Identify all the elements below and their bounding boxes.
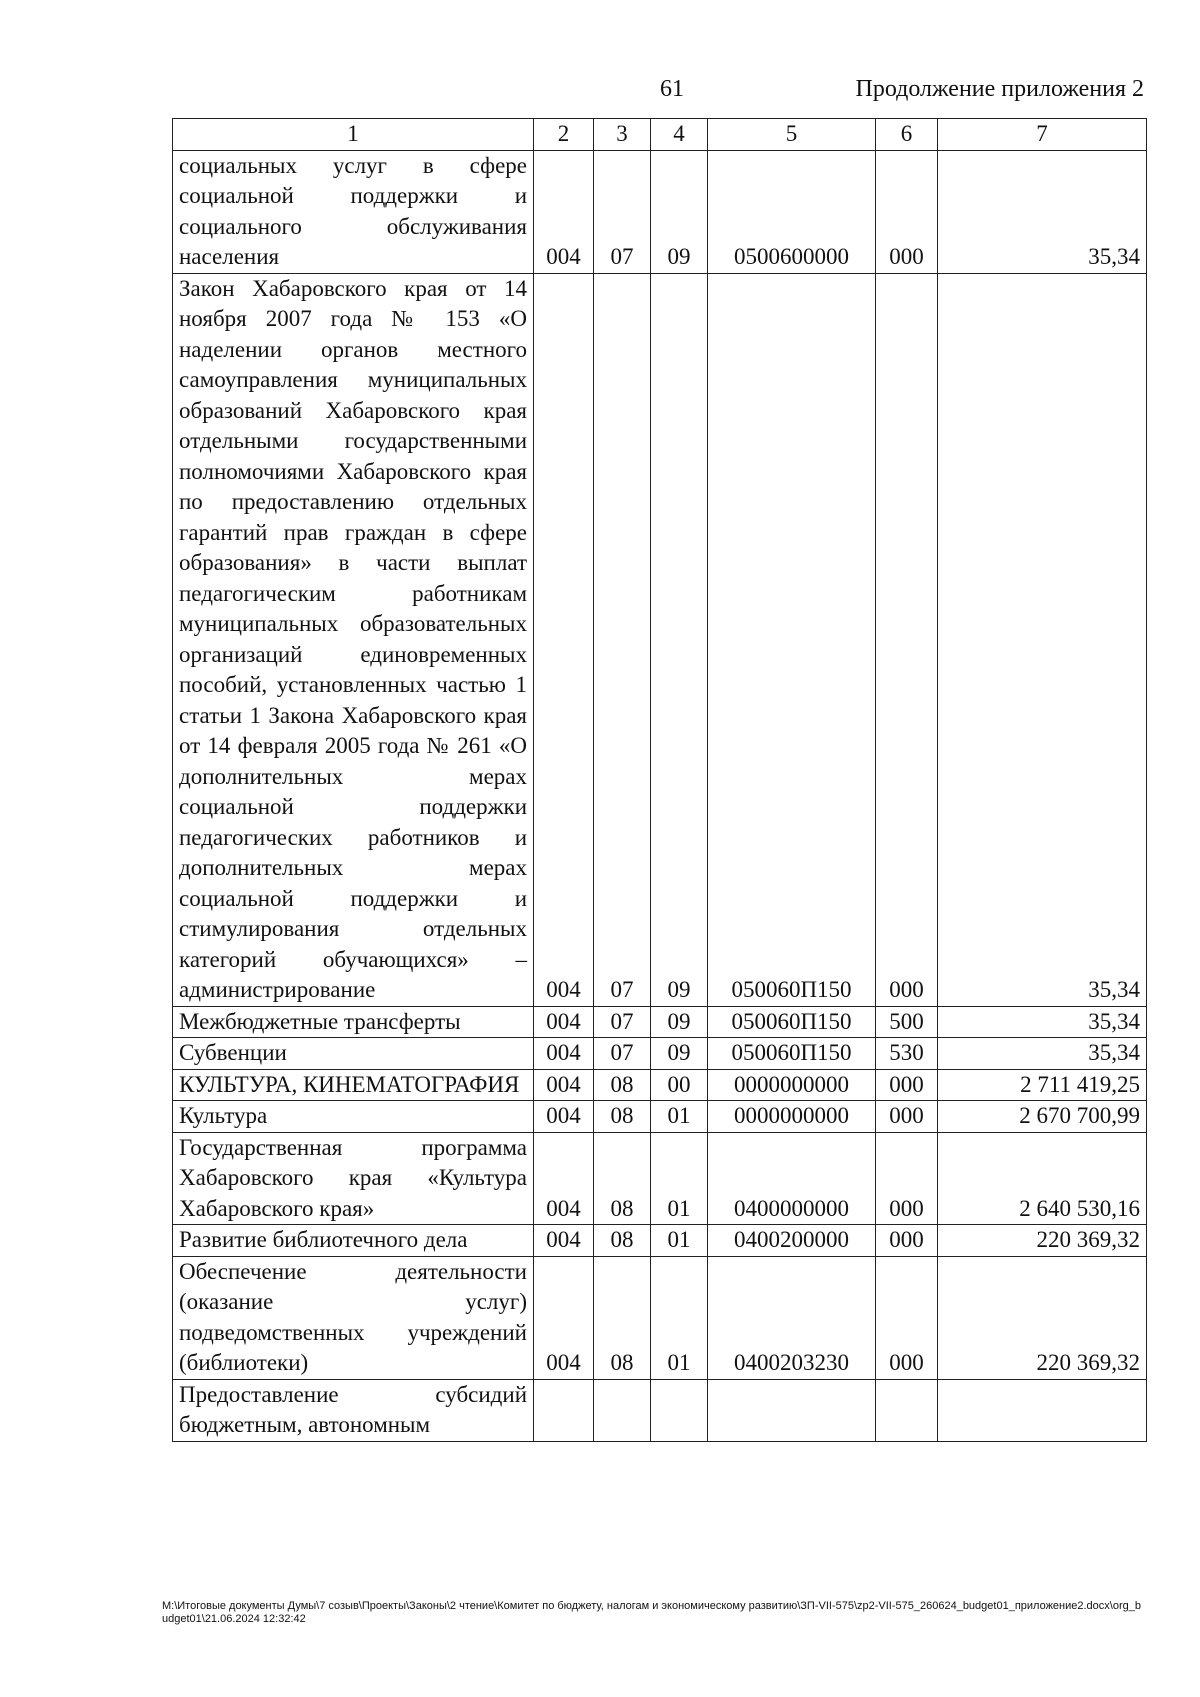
amount: 2 670 700,99 <box>938 1101 1147 1133</box>
code-ministry: 004 <box>534 1038 594 1070</box>
amount: 35,34 <box>938 273 1147 1006</box>
code-expense-type <box>876 1379 938 1441</box>
code-ministry: 004 <box>534 1132 594 1225</box>
code-target: 050060П150 <box>708 1006 876 1038</box>
table-row <box>173 1132 1147 1225</box>
code-section: 08 <box>594 1256 651 1379</box>
code-subsection: 01 <box>651 1256 708 1379</box>
row-name: Государственная программа Хабаровского края «Культура Хабаровского края» <box>173 1132 534 1225</box>
row-name: Культура <box>173 1101 534 1133</box>
row-name: Межбюджетные трансферты <box>173 1006 534 1038</box>
code-ministry <box>534 1379 594 1441</box>
code-expense-type: 000 <box>876 1101 938 1133</box>
code-ministry: 004 <box>534 1069 594 1101</box>
code-target: 0400000000 <box>708 1132 876 1225</box>
code-ministry: 004 <box>534 1256 594 1379</box>
row-name: социальных услуг в сфере социальной поддержки и социального обслуживания населения <box>173 150 534 273</box>
table-row <box>173 1006 1147 1038</box>
code-target: 0400200000 <box>708 1225 876 1257</box>
code-target: 0400203230 <box>708 1256 876 1379</box>
amount: 35,34 <box>938 1006 1147 1038</box>
code-ministry: 004 <box>534 1225 594 1257</box>
code-section: 08 <box>594 1225 651 1257</box>
code-target: 0500600000 <box>708 150 876 273</box>
row-name: Развитие библиотечного дела <box>173 1225 534 1257</box>
code-subsection: 01 <box>651 1225 708 1257</box>
code-subsection: 09 <box>651 1038 708 1070</box>
code-expense-type: 000 <box>876 1069 938 1101</box>
code-expense-type: 500 <box>876 1006 938 1038</box>
code-target: 050060П150 <box>708 1038 876 1070</box>
code-ministry: 004 <box>534 273 594 1006</box>
table-row <box>173 1379 1147 1441</box>
row-name: КУЛЬТУРА, КИНЕМАТОГРАФИЯ <box>173 1069 534 1101</box>
code-subsection: 09 <box>651 1006 708 1038</box>
code-section <box>594 1379 651 1441</box>
page-number: 61 <box>660 76 684 102</box>
row-name: Закон Хабаровского края от 14 ноября 2007 года № 153 «О наделении органов местного самоуправления муниципальных образований Хабаровского края отдельными государственными полномочиями Хабаровского края по предоставлению отдельных гарантий прав граждан в сфере образования» в части выплат педагогическим работникам муниципальных образовательных организаций единовременных пособий, установленных частью 1 статьи 1 Закона Хабаровского края от 14 февраля 2005 года № 261 «О дополнительных мерах социальной поддержки педагогических работников и дополнительных мерах социальной поддержки и стимулирования отдельных категорий обучающихся» – администрирование <box>173 273 534 1006</box>
code-section: 08 <box>594 1132 651 1225</box>
column-header: 2 <box>534 119 594 151</box>
amount: 35,34 <box>938 1038 1147 1070</box>
code-target: 0000000000 <box>708 1101 876 1133</box>
code-section: 08 <box>594 1069 651 1101</box>
code-subsection: 09 <box>651 273 708 1006</box>
code-section: 08 <box>594 1101 651 1133</box>
column-header: 4 <box>651 119 708 151</box>
row-name: Обеспечение деятельности (оказание услуг) подведомственных учреждений (библиотеки) <box>173 1256 534 1379</box>
table-header-row <box>173 119 1147 151</box>
column-header: 1 <box>173 119 534 151</box>
code-section: 07 <box>594 150 651 273</box>
column-header: 7 <box>938 119 1147 151</box>
table-row <box>173 273 1147 1006</box>
budget-table <box>172 118 1147 1442</box>
code-expense-type: 000 <box>876 1225 938 1257</box>
amount: 35,34 <box>938 150 1147 273</box>
table-row <box>173 1256 1147 1379</box>
amount <box>938 1379 1147 1441</box>
code-expense-type: 000 <box>876 1256 938 1379</box>
table-row <box>173 1038 1147 1070</box>
document-file-path: M:\Итоговые документы Думы\7 созыв\Проекты\Законы\2 чтение\Комитет по бюджету, налогам и экономическому развитию\ЗП-VII-575\zp2-VII-575_260624_budget01_приложение2.docx\org_budget01\21.06.2024 12:32:42 <box>162 1600 1141 1625</box>
code-subsection: 01 <box>651 1132 708 1225</box>
amount: 2 640 530,16 <box>938 1132 1147 1225</box>
amount: 220 369,32 <box>938 1225 1147 1257</box>
code-section: 07 <box>594 1006 651 1038</box>
code-section: 07 <box>594 1038 651 1070</box>
column-header: 3 <box>594 119 651 151</box>
appendix-continuation-note: Продолжение приложения 2 <box>855 76 1144 102</box>
table-row <box>173 1101 1147 1133</box>
code-subsection: 01 <box>651 1101 708 1133</box>
row-name: Субвенции <box>173 1038 534 1070</box>
table-row <box>173 150 1147 273</box>
amount: 2 711 419,25 <box>938 1069 1147 1101</box>
table-row <box>173 1069 1147 1101</box>
code-target: 0000000000 <box>708 1069 876 1101</box>
row-name: Предоставление субсидий бюджетным, автономным <box>173 1379 534 1441</box>
column-header: 5 <box>708 119 876 151</box>
table-row <box>173 1225 1147 1257</box>
code-expense-type: 000 <box>876 150 938 273</box>
code-subsection: 00 <box>651 1069 708 1101</box>
code-expense-type: 530 <box>876 1038 938 1070</box>
code-ministry: 004 <box>534 1101 594 1133</box>
code-ministry: 004 <box>534 1006 594 1038</box>
code-section: 07 <box>594 273 651 1006</box>
code-subsection: 09 <box>651 150 708 273</box>
code-subsection <box>651 1379 708 1441</box>
column-header: 6 <box>876 119 938 151</box>
code-target <box>708 1379 876 1441</box>
code-expense-type: 000 <box>876 1132 938 1225</box>
code-target: 050060П150 <box>708 273 876 1006</box>
code-ministry: 004 <box>534 150 594 273</box>
code-expense-type: 000 <box>876 273 938 1006</box>
amount: 220 369,32 <box>938 1256 1147 1379</box>
